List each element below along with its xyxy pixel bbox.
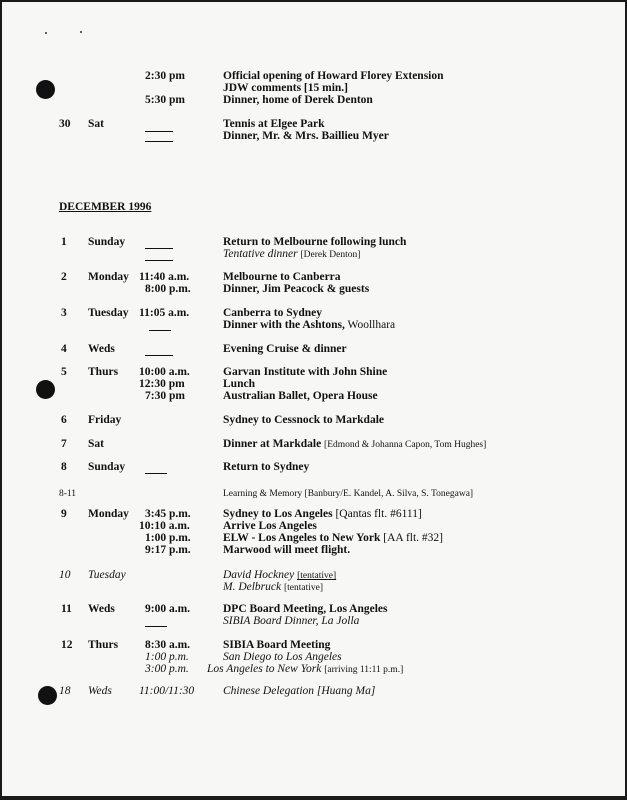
entry-weekday: Weds: [88, 603, 115, 615]
entry-note: [Edmond & Johanna Capon, Tom Hughes]: [324, 440, 487, 450]
entry-text: Marwood will meet flight.: [223, 544, 351, 556]
binder-hole: [38, 686, 57, 705]
entry-text: Canberra to Sydney: [223, 307, 323, 319]
entry-weekday: Friday: [88, 414, 122, 426]
binder-hole: [36, 380, 55, 399]
binder-hole: [36, 80, 55, 99]
entry-day: 30: [59, 118, 71, 130]
entry-weekday: Monday: [88, 271, 129, 283]
entry-text: Melbourne to Canberra: [223, 271, 341, 283]
entry-text: Dinner, home of Derek Denton: [223, 94, 373, 106]
entry-time: 8:30 a.m.: [145, 639, 191, 651]
entry-note: [Derek Denton]: [300, 250, 361, 260]
entry-note: [Huang Ma]: [316, 685, 376, 697]
entry-weekday: Weds: [88, 685, 112, 697]
entry-time: 9:17 p.m.: [145, 544, 191, 556]
entry-day: 6: [61, 414, 67, 426]
entry-weekday: Weds: [88, 343, 115, 355]
entry-text-italic: Chinese Delegation: [223, 685, 315, 697]
entry-text-italic: Los Angeles to New York: [207, 663, 322, 675]
entry-text: DPC Board Meeting, Los Angeles: [223, 603, 388, 615]
entry-day: 4: [61, 343, 67, 355]
entry-text: Garvan Institute with John Shine: [223, 366, 388, 378]
entry-time: 11:40 a.m.: [139, 271, 190, 283]
entry-weekday: Sunday: [88, 236, 126, 248]
entry-weekday: Sat: [88, 118, 104, 130]
entry-text-plain: Woollhara: [347, 319, 396, 331]
document-page: [2, 2, 625, 796]
entry-day: 8-11: [59, 489, 77, 499]
entry-day: 11: [61, 603, 72, 615]
entry-time: 11:05 a.m.: [139, 307, 190, 319]
entry-time: 11:00/11:30: [139, 685, 195, 697]
entry-text-bold: Sydney to Los Angeles: [223, 508, 333, 520]
entry-text-plain: Learning & Memory: [223, 489, 303, 499]
entry-text: JDW comments [15 min.]: [223, 82, 348, 94]
entry-text: Lunch: [223, 378, 255, 390]
blank-line: [145, 260, 173, 261]
entry-note: [Banbury/E. Kandel, A. Silva, S. Tonegawa]: [304, 489, 474, 499]
entry-day: 9: [61, 508, 67, 520]
entry-time: 2:30 pm: [145, 70, 185, 82]
speck-mark: [45, 32, 47, 34]
entry-text-bold: Dinner with the Ashtons,: [223, 319, 345, 331]
entry-time: 8:00 p.m.: [145, 283, 191, 295]
entry-day: 1: [61, 236, 67, 248]
entry-time: 1:00 p.m.: [145, 651, 189, 663]
entry-text: Sydney to Cessnock to Markdale: [223, 414, 385, 426]
blank-line: [145, 131, 173, 132]
entry-text-italic: M. Delbruck: [223, 581, 282, 593]
entry-time: 12:30 pm: [139, 378, 185, 390]
blank-line: [145, 355, 173, 356]
entry-text: [223, 581, 323, 595]
entry-text: [223, 685, 375, 698]
entry-text: [223, 488, 473, 501]
entry-day: 7: [61, 438, 67, 450]
entry-text: [223, 248, 360, 262]
entry-time: 7:30 pm: [145, 390, 185, 402]
entry-text: Arrive Los Angeles: [223, 520, 317, 532]
entry-text: Return to Sydney: [223, 461, 310, 473]
entry-text: [223, 438, 486, 452]
entry-weekday: Tuesday: [88, 307, 129, 319]
entry-text: Dinner, Mr. & Mrs. Baillieu Myer: [223, 130, 389, 142]
entry-text: Return to Melbourne following lunch: [223, 236, 407, 248]
blank-line: [149, 330, 171, 331]
entry-time: 3:00 p.m.: [145, 663, 189, 675]
entry-weekday: Thurs: [88, 639, 119, 651]
entry-time: 1:00 p.m.: [145, 532, 191, 544]
blank-line: [145, 473, 167, 474]
entry-day: 2: [61, 271, 67, 283]
entry-day: 5: [61, 366, 67, 378]
entry-time: 10:00 a.m.: [139, 366, 190, 378]
entry-weekday: Monday: [88, 508, 129, 520]
entry-text: Official opening of Howard Florey Extension: [223, 70, 444, 82]
entry-text: [207, 663, 403, 677]
entry-weekday: Sunday: [88, 461, 126, 473]
blank-line: [145, 248, 173, 249]
blank-line: [145, 626, 167, 627]
entry-text-bold: Dinner at Markdale: [223, 438, 322, 450]
entry-time: 5:30 pm: [145, 94, 185, 106]
entry-weekday: Sat: [88, 438, 104, 450]
month-heading: DECEMBER 1996: [59, 201, 152, 213]
entry-text: SIBIA Board Dinner, La Jolla: [223, 615, 360, 627]
entry-weekday: Tuesday: [88, 569, 126, 581]
entry-weekday: Thurs: [88, 366, 119, 378]
entry-text: SIBIA Board Meeting: [223, 639, 331, 651]
entry-day: 10: [59, 569, 71, 581]
entry-text: Dinner, Jim Peacock & guests: [223, 283, 370, 295]
entry-day: 3: [61, 307, 67, 319]
entry-text-italic: Tentative dinner: [223, 248, 298, 260]
entry-note: [Qantas flt. #6111]: [335, 508, 422, 520]
entry-text: [223, 319, 395, 332]
entry-text: San Diego to Los Angeles: [223, 651, 342, 663]
entry-time: 3:45 p.m.: [145, 508, 191, 520]
entry-day: 8: [61, 461, 67, 473]
entry-text: Tennis at Elgee Park: [223, 118, 325, 130]
entry-time: 10:10 a.m.: [139, 520, 190, 532]
entry-text: Australian Ballet, Opera House: [223, 390, 378, 402]
entry-day: 12: [61, 639, 73, 651]
entry-day: 18: [59, 685, 71, 697]
entry-text: Evening Cruise & dinner: [223, 343, 347, 355]
entry-text-italic: David Hockney: [223, 569, 295, 581]
entry-note: [AA flt. #32]: [383, 532, 444, 544]
entry-note: [tentative]: [284, 583, 324, 593]
speck-mark: [80, 31, 82, 33]
entry-note: [tentative]: [297, 571, 337, 581]
entry-note: [arriving 11:11 p.m.]: [324, 665, 404, 675]
blank-line: [145, 141, 173, 142]
entry-text-bold: ELW - Los Angeles to New York: [223, 532, 381, 544]
entry-time: 9:00 a.m.: [145, 603, 191, 615]
